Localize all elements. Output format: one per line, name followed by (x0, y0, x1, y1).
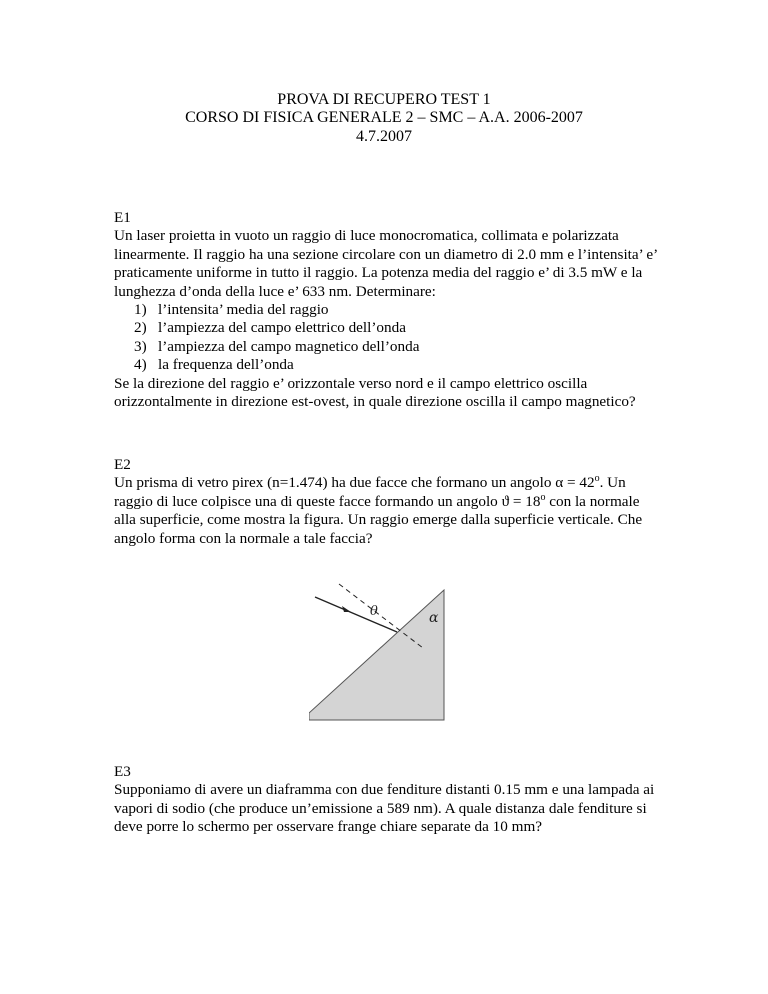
exercise-title: E3 (114, 763, 131, 780)
text-line: Un prisma di vetro pirex (n=1.474) ha due facce che formano un angolo $\alpha = 42^o$. Un (114, 473, 626, 492)
exercise-e2 (114, 456, 674, 548)
text-line: alla superficie, come mostra la figura. Un raggio emerge dalla superficie verticale. Che (114, 511, 643, 529)
text-line: angolo forma con la normale a tale faccia? (114, 529, 373, 547)
alpha-label: α (429, 610, 439, 626)
text-line: lunghezza d’onda della luce e’ 633 nm. Determinare: (114, 282, 436, 300)
list-item: 1) l’intensita’ media del raggio (134, 301, 329, 319)
header-title: PROVA DI RECUPERO TEST 1 (277, 91, 491, 108)
text-line: deve porre lo schermo per osservare frange chiare separate da 10 mm? (114, 818, 542, 836)
incident-ray (315, 597, 397, 632)
exercise-title: E1 (114, 209, 131, 226)
document-header (0, 91, 768, 146)
text-line: Un laser proietta in vuoto un raggio di luce monocromatica, collimata e polarizzata (114, 227, 619, 245)
text-line: linearmente. Il raggio ha una sezione circolare con un diametro di 2.0 mm e l’intensita’ e’ (114, 245, 659, 263)
header-date: 4.7.2007 (356, 127, 412, 145)
text-line: vapori di sodio (che produce un’emissione a 589 nm). A quale distanza dale fenditure si (114, 799, 647, 817)
text-line: Se la direzione del raggio e’ orizzontale verso nord e il campo elettrico oscilla (114, 374, 588, 392)
theta-label: θ (370, 604, 378, 619)
text-line: orizzontalmente in direzione est-ovest, in quale direzione oscilla il campo magnetico? (114, 393, 636, 411)
exercise-e3 (114, 763, 674, 837)
text-line: raggio di luce colpisce una di queste facce formando un angolo $ϑ = 18^o$ con la normale (114, 491, 640, 510)
list-item: 4) la frequenza dell’onda (134, 356, 294, 374)
exercise-e1 (114, 209, 674, 411)
text-line: Supponiamo di avere un diaframma con due fenditure distanti 0.15 mm e una lampada ai (114, 781, 655, 799)
list-item: 3) l’ampiezza del campo magnetico dell’onda (134, 337, 420, 355)
prism-figure (309, 582, 457, 724)
text-line: praticamente uniforme in tutto il raggio. La potenza media del raggio e’ di 3.5 mW e la (114, 264, 643, 282)
header-course: CORSO DI FISICA GENERALE 2 – SMC – A.A. 2006-2007 (185, 109, 583, 127)
question-list (114, 301, 674, 375)
exercise-title: E2 (114, 456, 131, 473)
list-item: 2) l’ampiezza del campo elettrico dell’onda (134, 319, 406, 337)
